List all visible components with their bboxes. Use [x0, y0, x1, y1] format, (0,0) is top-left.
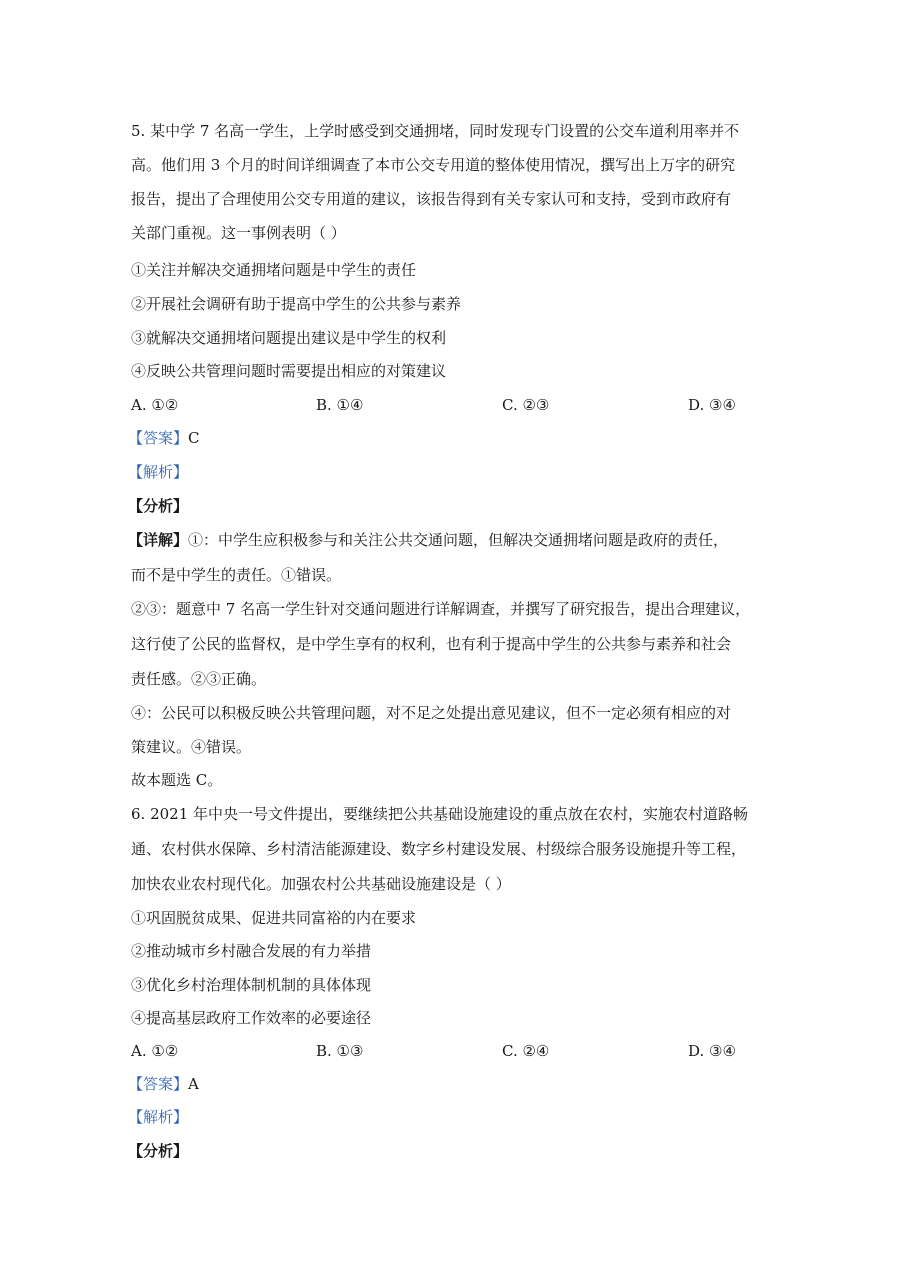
q6-fenxi-label: 【分析】 — [128, 1142, 189, 1160]
answer-label: 【答案】 — [128, 1075, 189, 1093]
q5-detail-line-5: 责任感。②③正确。 — [131, 670, 267, 688]
q6-option-d: D. ③④ — [688, 1042, 736, 1060]
detail-label: 【详解】 — [128, 531, 189, 549]
q6-stem-line-2: 通、农村供水保障、乡村清洁能源建设、数字乡村建设发展、村级综合服务设施提升等工程， — [131, 840, 747, 858]
answer-label: 【答案】 — [128, 429, 189, 447]
q5-option-a: A. ①② — [131, 396, 179, 414]
q5-option-d: D. ③④ — [688, 396, 736, 414]
q5-item-3: ③就解决交通拥堵问题提出建议是中学生的权利 — [131, 329, 447, 347]
q6-stem-line-1: 6. 2021 年中央一号文件提出，要继续把公共基础设施建设的重点放在农村，实施农村道路畅 — [131, 805, 749, 823]
q5-item-2: ②开展社会调研有助于提高中学生的公共参与素养 — [131, 295, 462, 313]
q5-stem-line-2: 高。他们用 3 个月的时间详细调查了本市公交专用道的整体使用情况，撰写出上万字的研究 — [131, 156, 736, 174]
q6-item-2: ②推动城市乡村融合发展的有力举措 — [131, 942, 372, 960]
q5-item-4: ④反映公共管理问题时需要提出相应的对策建议 — [131, 362, 447, 380]
q6-item-4: ④提高基层政府工作效率的必要途径 — [131, 1009, 372, 1027]
answer-value: A — [188, 1075, 199, 1093]
q5-stem-line-3: 报告，提出了合理使用公交专用道的建议，该报告得到有关专家认可和支持，受到市政府有 — [131, 190, 732, 208]
q5-detail-line-6: ④：公民可以积极反映公共管理问题，对不足之处提出意见建议，但不一定必须有相应的对 — [131, 704, 732, 722]
q5-conclusion: 故本题选 C。 — [131, 771, 223, 789]
q5-answer — [128, 428, 200, 448]
q5-option-b: B. ①④ — [316, 396, 364, 414]
q6-answer — [128, 1074, 199, 1094]
answer-value: C — [188, 429, 200, 447]
q5-analysis-label: 【解析】 — [128, 463, 189, 481]
q5-detail-line-2: 而不是中学生的责任。①错误。 — [131, 566, 342, 584]
q6-option-c: C. ②④ — [502, 1042, 550, 1060]
q5-fenxi-label: 【分析】 — [128, 497, 189, 515]
q5-stem-line-4: 关部门重视。这一事例表明（ ） — [131, 224, 346, 242]
q5-item-1: ①关注并解决交通拥堵问题是中学生的责任 — [131, 261, 417, 279]
q5-detail-line-4: 这行使了公民的监督权，是中学生享有的权利，也有利于提高中学生的公共参与素养和社会 — [131, 635, 732, 653]
q5-stem-line-1: 5. 某中学 7 名高一学生，上学时感受到交通拥堵，同时发现专门设置的公交车道利用率并不 — [131, 122, 740, 140]
q6-item-3: ③优化乡村治理体制机制的具体体现 — [131, 976, 372, 994]
q6-stem-line-3: 加快农业农村现代化。加强农村公共基础设施建设是（ ） — [131, 875, 511, 893]
q6-option-b: B. ①③ — [316, 1042, 364, 1060]
q6-analysis-label: 【解析】 — [128, 1108, 189, 1126]
q5-detail-line-7: 策建议。④错误。 — [131, 738, 252, 756]
q5-detail-line-1 — [128, 530, 728, 550]
q5-detail-line-3: ②③：题意中 7 名高一学生针对交通问题进行详解调查，并撰写了研究报告，提出合理建议， — [131, 600, 751, 618]
q5-option-c: C. ②③ — [502, 396, 550, 414]
q6-option-a: A. ①② — [131, 1042, 179, 1060]
detail-text: ①：中学生应积极参与和关注公共交通问题，但解决交通拥堵问题是政府的责任， — [188, 531, 729, 549]
q6-item-1: ①巩固脱贫成果、促进共同富裕的内在要求 — [131, 909, 417, 927]
